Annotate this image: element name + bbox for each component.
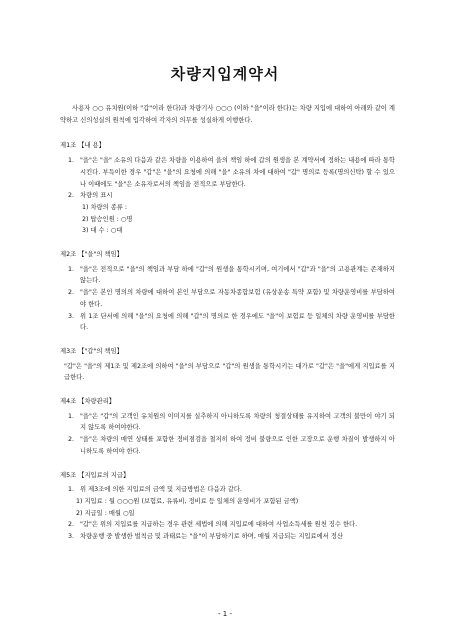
article-heading: 제4조 【차량관리】 [60, 398, 116, 406]
list-item: 2. "을"은 본인 명의의 차량에 대하여 본인 부담으로 자동차종합보험 (유상운송 특약 포함) 및 차량운영비를 부담하여야 한다. [68, 289, 395, 308]
article-heading: 제5조 【지입료의 지급】 [60, 471, 130, 479]
article-heading: 제3조 【"갑"의 책임】 [60, 347, 123, 355]
article-paragraph: "갑"은 "을"의 제1조 및 제2조에 의하여 "을"의 부담으로 "갑"의 원생을 통학시키는 대가로 "갑"은 "을"에게 지입료를 지급한다. [64, 362, 395, 382]
article-4 [60, 396, 395, 458]
item-text: "을"은 "을" 소유의 다음과 같은 차량을 이용하여 을의 책임 하에 갑의 원생을 본 계약서에 정하는 내용에 따라 통학시킨다. 부득이한 경우 "갑"은 "을"의 요청에 의해 "을" 소유의 차에 대하여 "갑" 명의로 등록(명의신탁) 할 수 있으나 이때에도 "을"은 소유자로서의 책임을 전적으로 부담한다. [80, 157, 395, 188]
article-5 [60, 470, 395, 543]
sub-item: 1) 차량의 종류 : [82, 203, 128, 211]
page-number: - 1 - [218, 610, 232, 618]
item-text: 차량의 표시 [80, 192, 113, 200]
sub-item: 2) 탑승인원 : ○명 [82, 215, 133, 223]
article-1 [60, 140, 395, 237]
sub-item: 3) 대 수 : ○대 [82, 227, 123, 235]
document-body [60, 103, 395, 543]
list-item [60, 155, 395, 190]
item-number: 1. [68, 157, 75, 165]
article-3 [60, 346, 395, 384]
article-2 [60, 249, 395, 334]
sub-item: 1) 지입료 : 월 ○○○원 (보험료, 유류비, 정비료 등 일체의 운영비가 포함된 금액) [76, 497, 299, 505]
list-item: 2. "갑"은 위의 지입료를 지급하는 경우 관련 세법에 의해 지입료에 대하여 사업소득세를 원천 징수 한다. [68, 521, 358, 529]
intro-paragraph: 사용자 ○○ 유치원(이하 "갑"이라 한다)과 차량기사 ○○○ (이하 "을"이라 한다)는 차량 지입에 대하여 아래와 같이 계약하고 신의성실의 원칙에 입각하여 각자의 의무를 성실하게 이행한다. [60, 105, 395, 124]
sub-item: 2) 지급일 : 매월 ○일 [76, 509, 135, 517]
list-item: 2. "을"은 차량의 매연 상태를 포함한 정비점검을 철저히 하여 정비 불량으로 인한 고장으로 운행 차질이 발생하지 아니하도록 하여야 한다. [68, 436, 395, 455]
list-item: 3. 위 1조 단서에 의해 "을"의 요청에 의해 "갑"의 명의로 한 경우에도 "을"이 보험료 등 일체의 차량 운영비를 부담한다. [68, 312, 395, 332]
document-title: 차량지입계약서 [170, 65, 280, 83]
list-item: 1. "을"은 전적으로 "을"의 책임과 부담 하에 "갑"의 원생을 통학시키며, 여기에서 "갑"과 "을"의 고용관계는 존재하지 않는다. [68, 265, 395, 285]
list-item: 3. 차량운행 중 발생한 벌칙금 및 과태료는 "을"이 부담하기로 하며, 매월 지급되는 지입료에서 정산 [68, 533, 343, 541]
list-item: 1. "을"은 "갑"의 고객인 유치원의 이미지를 실추하지 아니하도록 차량의 청결상태를 유지하여 고객의 불만이 야기 되지 않도록 하여야한다. [68, 412, 395, 432]
article-heading: 제2조 【"을"의 책임】 [60, 251, 123, 259]
item-number: 2. [68, 192, 75, 200]
article-heading: 제1조 【내 용】 [60, 142, 105, 150]
list-item [60, 190, 395, 202]
list-item: 1. 위 제3조에 의한 지입료의 금액 및 지급방법은 다음과 같다. [68, 486, 242, 494]
